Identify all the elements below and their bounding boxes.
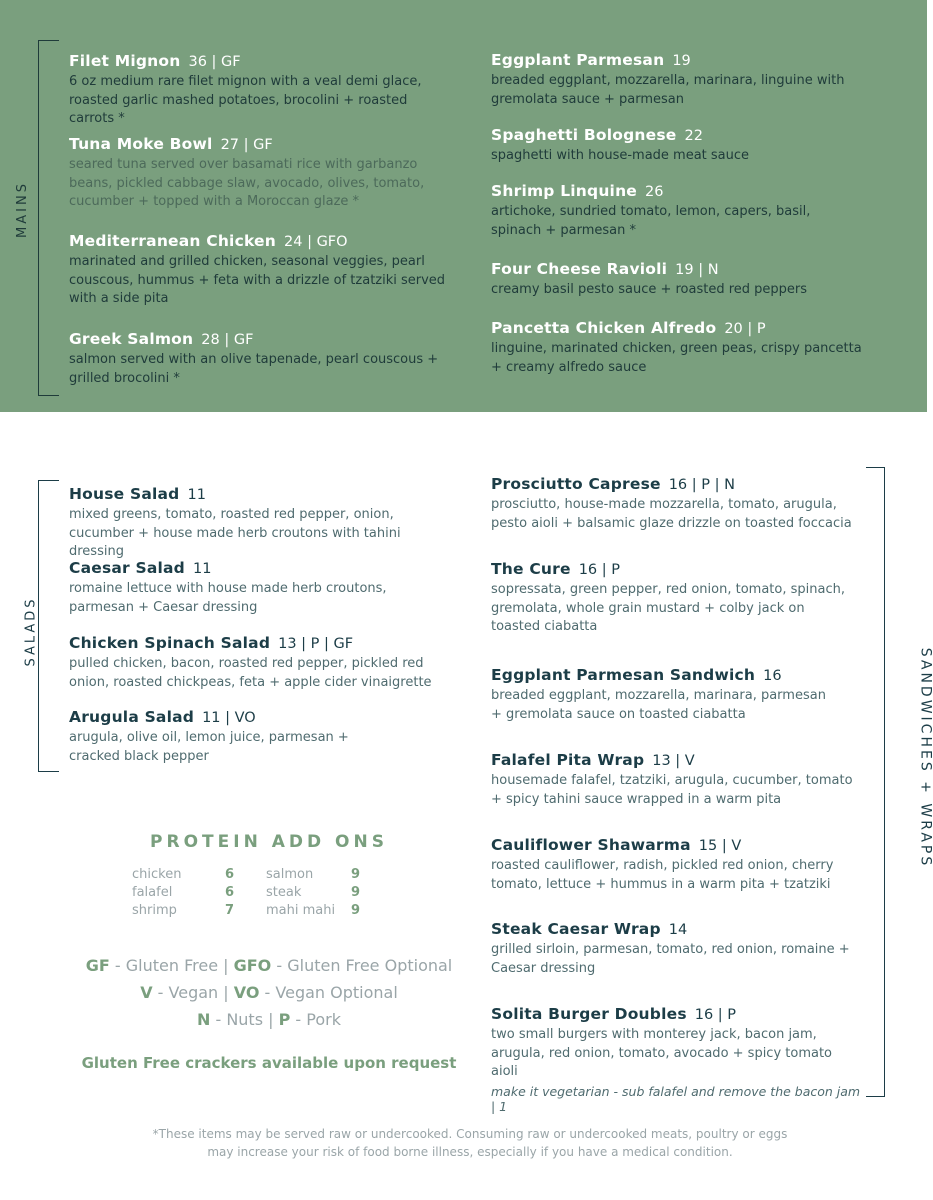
item-name: Shrimp Linquine <box>491 182 638 200</box>
item-description: salmon served with an olive tapenade, pearl couscous + grilled brocolini * <box>69 352 439 386</box>
item-name: Arugula Salad <box>69 708 195 726</box>
item-description: pulled chicken, bacon, roasted red pepper, pickled red onion, roasted chickpeas, feta + apple cider vinaigrette <box>69 656 432 690</box>
item-description: prosciutto, house-made mozzarella, tomato, arugula, pesto aioli + balsamic glaze drizzle on toasted foccacia <box>491 497 852 531</box>
protein-price: 9 <box>351 867 361 882</box>
item-name: Prosciutto Caprese <box>491 475 661 493</box>
menu-item <box>491 559 846 637</box>
protein-item: chicken <box>132 867 182 882</box>
item-name: Tuna Moke Bowl <box>69 135 213 153</box>
item-description: mixed greens, tomato, roasted red pepper, onion, cucumber + house made herb croutons with tahini dressing <box>69 507 401 559</box>
menu-item <box>491 835 836 894</box>
item-price: 24 | GFO <box>284 234 348 250</box>
mains-section <box>0 0 927 412</box>
menu-item <box>491 181 851 240</box>
menu-item <box>69 329 454 388</box>
item-description: breaded eggplant, mozzarella, marinara, parmesan + gremolata sauce on toasted ciabatta <box>491 688 826 722</box>
item-price: 13 | P | GF <box>278 636 354 652</box>
item-description: marinated and grilled chicken, seasonal veggies, pearl couscous, hummus + feta with a drizzle of tzatziki served with a side pita <box>69 254 446 306</box>
dietary-legend-line-1 <box>40 956 498 975</box>
menu-item <box>491 474 866 533</box>
item-price: 19 <box>672 53 691 69</box>
protein-row <box>266 903 335 918</box>
protein-row <box>132 885 172 900</box>
item-price: 11 <box>187 487 206 503</box>
item-price: 27 | GF <box>220 137 273 153</box>
protein-price: 9 <box>351 903 361 918</box>
food-safety-disclaimer <box>120 1125 820 1161</box>
menu-item <box>491 259 861 300</box>
legend-text: - Vegan Optional <box>259 983 398 1002</box>
menu-item <box>69 51 454 129</box>
item-price: 36 | GF <box>188 54 241 70</box>
legend-text: - Vegan | <box>152 983 234 1002</box>
item-description: housemade falafel, tzatziki, arugula, cucumber, tomato + spicy tahini sauce wrapped in a warm pita <box>491 773 853 807</box>
item-price: 15 | V <box>698 838 742 854</box>
item-name: Falafel Pita Wrap <box>491 751 645 769</box>
sandwiches-label: SANDWICHES + WRAPS <box>917 647 933 869</box>
item-description: spaghetti with house-made meat sauce <box>491 148 750 163</box>
item-price: 11 | VO <box>202 710 256 726</box>
item-price: 19 | N <box>675 262 719 278</box>
item-name: The Cure <box>491 560 571 578</box>
menu-item <box>69 134 444 212</box>
item-description: arugula, olive oil, lemon juice, parmesan + cracked black pepper <box>69 730 349 764</box>
item-price: 28 | GF <box>201 332 254 348</box>
item-price: 13 | V <box>652 753 695 769</box>
item-name: Pancetta Chicken Alfredo <box>491 319 717 337</box>
menu-item <box>491 318 876 377</box>
item-name: Cauliflower Shawarma <box>491 836 691 854</box>
legend-code: GF <box>85 956 110 975</box>
dietary-legend-line-3 <box>40 1010 498 1029</box>
item-description: romaine lettuce with house made herb croutons, parmesan + Caesar dressing <box>69 581 387 615</box>
protein-price: 9 <box>351 885 361 900</box>
item-name: Caesar Salad <box>69 559 185 577</box>
menu-item <box>69 633 454 692</box>
protein-row <box>266 867 313 882</box>
legend-code: VO <box>233 983 260 1002</box>
legend-code: N <box>196 1010 211 1029</box>
item-description: linguine, marinated chicken, green peas, crispy pancetta + creamy alfredo sauce <box>491 341 862 375</box>
item-price: 11 <box>192 561 212 577</box>
protein-price: 6 <box>225 867 235 882</box>
item-description: roasted cauliflower, radish, pickled red onion, cherry tomato, lettuce + hummus in a warm pita + tzatziki <box>491 858 834 892</box>
item-name: Eggplant Parmesan Sandwich <box>491 666 756 684</box>
protein-item: mahi mahi <box>266 903 336 918</box>
item-description: 6 oz medium rare filet mignon with a veal demi glace, roasted garlic mashed potatoes, brocolini + roasted carrots * <box>69 74 422 126</box>
dietary-legend-line-2 <box>40 983 498 1002</box>
item-name: Chicken Spinach Salad <box>69 634 271 652</box>
item-name: Filet Mignon <box>69 52 181 70</box>
item-name: Four Cheese Ravioli <box>491 260 668 278</box>
legend-code: V <box>140 983 153 1002</box>
disclaimer-line: *These items may be served raw or undercooked. Consuming raw or undercooked meats, poultry or eggs <box>152 1127 788 1141</box>
protein-price: 7 <box>225 903 235 918</box>
gluten-free-crackers-note: Gluten Free crackers available upon request <box>81 1054 457 1072</box>
menu-item <box>491 919 871 978</box>
item-description: breaded eggplant, mozzarella, marinara, linguine with gremolata sauce + parmesan <box>491 73 845 107</box>
legend-text: - Nuts | <box>210 1010 279 1029</box>
item-description: sopressata, green pepper, red onion, tomato, spinach, gremolata, whole grain mustard + colby jack on toasted ciabatta <box>491 582 845 634</box>
item-description: artichoke, sundried tomato, lemon, capers, basil, spinach + parmesan * <box>491 204 811 238</box>
item-name: House Salad <box>69 485 180 503</box>
salads-label: SALADS <box>23 596 39 667</box>
protein-item: falafel <box>132 885 173 900</box>
menu-item <box>69 707 389 766</box>
item-price: 20 | P <box>724 321 766 337</box>
salads-bracket <box>38 480 59 772</box>
item-price: 26 <box>645 184 664 200</box>
protein-row <box>266 885 301 900</box>
menu-item <box>491 750 856 809</box>
menu-item <box>491 1004 861 1114</box>
menu-item <box>491 665 826 724</box>
item-description: creamy basil pesto sauce + roasted red peppers <box>491 282 808 297</box>
item-note: make it vegetarian - sub falafel and remove the bacon jam | 1 <box>491 1083 861 1114</box>
menu-item <box>491 125 861 166</box>
item-price: 16 | P <box>578 562 620 578</box>
protein-add-ons-title: PROTEIN ADD ONS <box>150 832 388 852</box>
menu-item <box>69 484 454 562</box>
item-name: Solita Burger Doubles <box>491 1005 687 1023</box>
mains-label: MAINS <box>14 181 30 238</box>
item-price: 16 | P | N <box>668 477 735 493</box>
item-price: 16 | P <box>694 1007 737 1023</box>
disclaimer-line: may increase your risk of food borne illness, especially if you have a medical condition. <box>207 1145 733 1159</box>
mains-bracket <box>38 40 59 396</box>
protein-item: shrimp <box>132 903 177 918</box>
item-price: 22 <box>684 128 703 144</box>
item-description: two small burgers with monterey jack, bacon jam, arugula, red onion, tomato, avocado + spicy tomato aioli <box>491 1027 833 1079</box>
item-price: 14 <box>668 922 688 938</box>
menu-item <box>69 558 454 617</box>
item-description: seared tuna served over basamati rice with garbanzo beans, pickled cabbage slaw, avocado, olives, tomato, cucumber + topped with a Moroccan glaze * <box>69 157 425 209</box>
legend-text: - Pork <box>290 1010 341 1029</box>
protein-item: steak <box>266 885 302 900</box>
legend-code: P <box>278 1010 291 1029</box>
legend-text: - Gluten Free | <box>109 956 234 975</box>
legend-text: - Gluten Free Optional <box>271 956 453 975</box>
menu-item <box>491 50 861 109</box>
item-name: Mediterranean Chicken <box>69 232 277 250</box>
legend-code: GFO <box>233 956 272 975</box>
item-name: Eggplant Parmesan <box>491 51 665 69</box>
item-name: Steak Caesar Wrap <box>491 920 661 938</box>
protein-row <box>132 867 181 882</box>
protein-item: salmon <box>266 867 314 882</box>
item-name: Greek Salmon <box>69 330 194 348</box>
menu-item <box>69 231 454 309</box>
protein-price: 6 <box>225 885 235 900</box>
item-price: 16 <box>763 668 782 684</box>
item-description: grilled sirloin, parmesan, tomato, red onion, romaine + Caesar dressing <box>491 942 850 976</box>
item-name: Spaghetti Bolognese <box>491 126 677 144</box>
protein-row <box>132 903 177 918</box>
sandwiches-bracket <box>866 467 885 1097</box>
